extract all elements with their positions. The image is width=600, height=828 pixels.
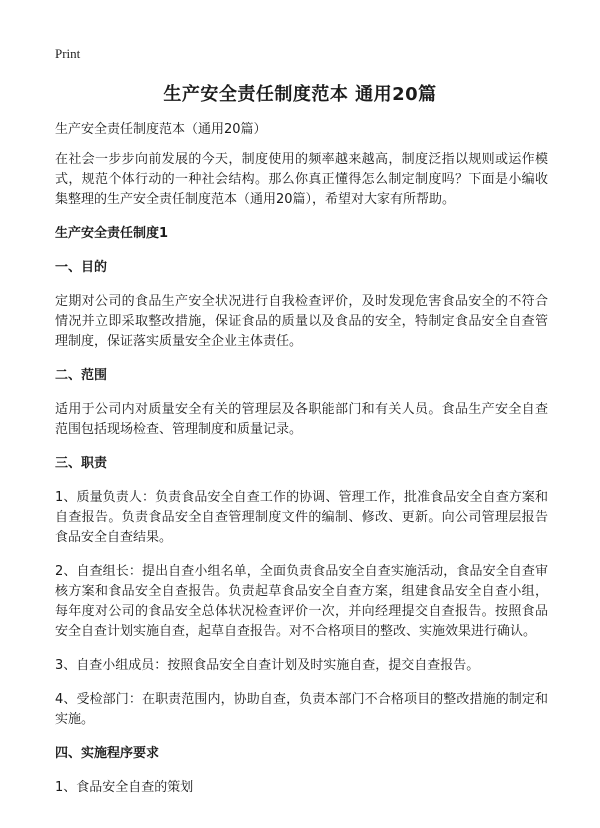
- page-title: 生产安全责任制度范本 通用20篇: [163, 84, 437, 105]
- procedure-item-1: 1、食品安全自查的策划: [55, 780, 194, 795]
- document-subtitle: 生产安全责任制度范本（通用20篇）: [55, 122, 267, 137]
- purpose-paragraph: 定期对公司的食品生产安全状况进行自我检查评价，及时发现危害食品安全的不符合情况并立即采取整改措施，保证食品的质量以及食品的安全，特制定食品安全自查管理制度，保证落实质量安全企业主体责任。: [55, 294, 548, 349]
- responsibility-item-1: 1、质量负责人：负责食品安全自查工作的协调、管理工作，批准食品安全自查方案和自查报告。负责食品安全自查管理制度文件的编制、修改、更新。向公司管理层报告食品安全自查结果。: [55, 490, 548, 545]
- print-link[interactable]: Print: [55, 46, 81, 61]
- heading-scope: 二、范围: [55, 368, 108, 383]
- heading-responsibilities: 三、职责: [55, 456, 108, 471]
- heading-procedure: 四、实施程序要求: [55, 746, 160, 761]
- intro-paragraph: 在社会一步步向前发展的今天，制度使用的频率越来越高，制度泛指以规则或运作模式，规范个体行动的一种社会结构。那么你真正懂得怎么制定制度吗？下面是小编收集整理的生产安全责任制度范本（通用20篇），希望对大家有所帮助。: [55, 152, 548, 207]
- responsibility-item-4: 4、受检部门：在职责范围内，协助自查，负责本部门不合格项目的整改措施的制定和实施。: [55, 692, 548, 727]
- heading-purpose: 一、目的: [55, 260, 108, 275]
- document-body: [55, 120, 548, 812]
- responsibility-item-3: 3、自查小组成员：按照食品安全自查计划及时实施自查，提交自查报告。: [55, 658, 480, 673]
- responsibility-item-2: 2、自查组长：提出自查小组名单，全面负责食品安全自查实施活动，食品安全自查审核方案和食品安全自查报告。负责起草食品安全自查方案，组建食品安全自查小组，每年度对公司的食品安全总体状况检查评价一次，并向经理提交自查报告。按照食品安全自查计划实施自查，起草自查报告。对不合格项目的整改、实施效果进行确认。: [55, 564, 548, 639]
- scope-paragraph: 适用于公司内对质量安全有关的管理层及各职能部门和有关人员。食品生产安全自查范围包括现场检查、管理制度和质量记录。: [55, 402, 548, 437]
- section-title: 生产安全责任制度1: [55, 226, 169, 241]
